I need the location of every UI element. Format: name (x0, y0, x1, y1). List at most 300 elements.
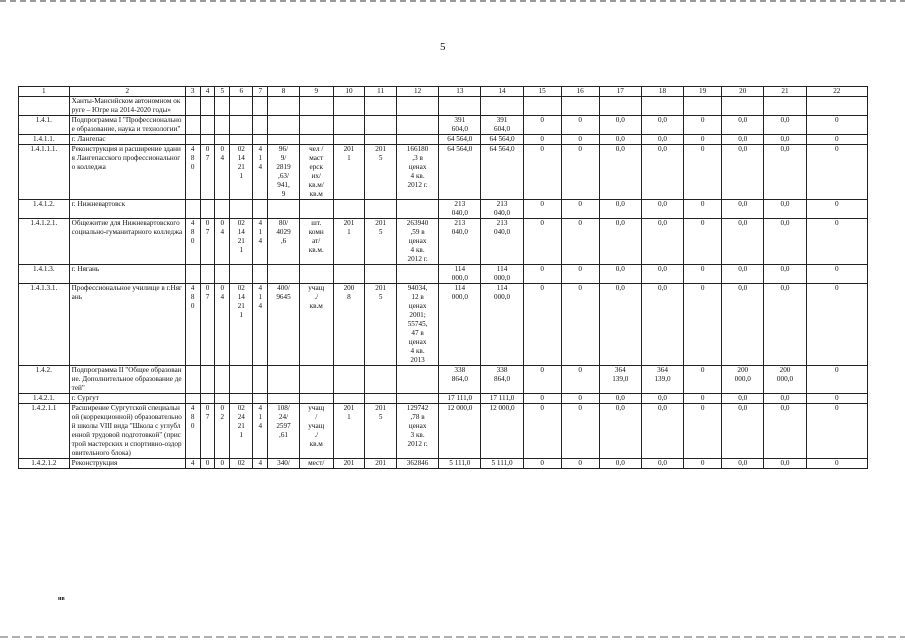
header-cell: 3 (185, 87, 200, 97)
table-cell: 213 040,0 (481, 219, 523, 265)
table-cell (200, 265, 215, 284)
row-name-cell: Расширение Сургутской специальной (коррекционной) образовательной школы VIII вида "Школа с углубленной трудовой подготовкой" (пристрой мастерских и спортивно-оздоровительного блока) (69, 404, 185, 459)
table-cell (230, 265, 253, 284)
table-cell (299, 200, 333, 219)
table-cell: 0,0 (599, 394, 641, 404)
row-name-cell: г. Нижневартовск (69, 200, 185, 219)
header-cell: 19 (684, 87, 722, 97)
table-cell: 0,0 (641, 219, 683, 265)
table-cell: 0,0 (599, 265, 641, 284)
table-cell: 4 1 4 (253, 404, 268, 459)
table-cell (561, 97, 599, 116)
table-cell: 0 (561, 366, 599, 394)
table-cell: 5 111,0 (481, 459, 523, 469)
row-name-cell: Реконструкция и расширение здания Лангепасского профессионального колледжа (69, 145, 185, 200)
table-cell: 12 000,0 (481, 404, 523, 459)
row-number-cell (19, 97, 70, 116)
table-cell: 96/ 9/ 2819 ,63/ 941, 9 (268, 145, 300, 200)
table-cell: 0 (561, 135, 599, 145)
table-cell: 0,0 (722, 394, 764, 404)
table-cell: 0 (806, 145, 867, 200)
table-cell: 0,0 (722, 135, 764, 145)
table-cell: 4 1 4 (253, 219, 268, 265)
table-cell: 0 (806, 404, 867, 459)
table-cell (333, 97, 365, 116)
table-cell: 0,0 (722, 459, 764, 469)
table-cell: 17 111,0 (439, 394, 481, 404)
row-number-cell: 1.4.2. (19, 366, 70, 394)
table-cell: 0,0 (722, 200, 764, 219)
table-cell: учащ ./ кв.м (299, 284, 333, 366)
table-row (19, 366, 868, 394)
table-cell: 0 (806, 284, 867, 366)
table-cell: 200 8 (333, 284, 365, 366)
table-cell (396, 97, 438, 116)
table-cell (523, 97, 561, 116)
table-cell: 0 (684, 404, 722, 459)
table-cell: 0,0 (641, 265, 683, 284)
table-cell: 0 (523, 200, 561, 219)
header-cell: 5 (215, 87, 230, 97)
row-number-cell: 1.4.1.2.1. (19, 219, 70, 265)
table-cell (365, 265, 397, 284)
table-cell: 201 (365, 459, 397, 469)
table-cell (299, 116, 333, 135)
table-cell: 0 (806, 116, 867, 135)
row-name-cell: Реконструкция (69, 459, 185, 469)
table-cell: чел / маст ерск их/ кв.м/ кв.м (299, 145, 333, 200)
table-cell: 02 24 21 1 (230, 404, 253, 459)
table-cell (230, 366, 253, 394)
table-cell: 4 1 4 (253, 284, 268, 366)
table-cell: 12 000,0 (439, 404, 481, 459)
table-cell: 02 (230, 459, 253, 469)
table-cell: 0,0 (641, 135, 683, 145)
table-cell (333, 200, 365, 219)
table-cell (253, 135, 268, 145)
table-cell: 0 (561, 394, 599, 404)
table-cell: 0 (684, 265, 722, 284)
table-cell (599, 97, 641, 116)
row-number-cell: 1.4.1.1. (19, 135, 70, 145)
table-cell (764, 97, 806, 116)
header-cell: 20 (722, 87, 764, 97)
row-number-cell: 1.4.2.1.1 (19, 404, 70, 459)
table-cell (185, 116, 200, 135)
table-cell: 0,0 (641, 284, 683, 366)
table-cell (253, 97, 268, 116)
table-cell (185, 97, 200, 116)
table-cell: 213 040,0 (481, 200, 523, 219)
table-cell: 340/ (268, 459, 300, 469)
table-cell: 4 8 0 (185, 145, 200, 200)
table-body (19, 87, 868, 469)
table-cell: 0 7 (200, 219, 215, 265)
table-cell: 201 1 (333, 219, 365, 265)
table-cell: 338 864,0 (439, 366, 481, 394)
table-cell (333, 116, 365, 135)
table-cell: 0 2 (215, 404, 230, 459)
table-cell (365, 97, 397, 116)
table-cell: 0 7 (200, 404, 215, 459)
row-number-cell: 1.4.1.1.1. (19, 145, 70, 200)
table-cell (365, 135, 397, 145)
table-row (19, 200, 868, 219)
header-cell: 6 (230, 87, 253, 97)
table-cell: 201 5 (365, 145, 397, 200)
header-cell: 16 (561, 87, 599, 97)
row-number-cell: 1.4.2.1.2 (19, 459, 70, 469)
table-cell (268, 265, 300, 284)
header-cell: 1 (19, 87, 70, 97)
table-cell: 0 (561, 219, 599, 265)
table-row (19, 97, 868, 116)
table-cell: 0,0 (641, 200, 683, 219)
table-cell: 201 5 (365, 284, 397, 366)
table-cell: 0 (684, 219, 722, 265)
table-row (19, 145, 868, 200)
header-row (19, 87, 868, 97)
header-cell: 8 (268, 87, 300, 97)
table-cell: 0 (523, 284, 561, 366)
table-cell: 4 8 0 (185, 284, 200, 366)
table-cell: 364 139,0 (599, 366, 641, 394)
table-cell: 02 14 21 1 (230, 284, 253, 366)
table-cell: 201 5 (365, 219, 397, 265)
table-cell: 0,0 (599, 284, 641, 366)
table-cell (230, 394, 253, 404)
table-cell: 0 (561, 459, 599, 469)
table-cell: 0 (215, 459, 230, 469)
table-cell (230, 200, 253, 219)
table-cell: 0 (684, 394, 722, 404)
table-cell: 0 (561, 145, 599, 200)
row-number-cell: 1.4.2.1. (19, 394, 70, 404)
table-cell: 0 (523, 219, 561, 265)
table-cell: 0 (561, 404, 599, 459)
table-cell: 0,0 (764, 116, 806, 135)
table-cell: 0 (806, 200, 867, 219)
table-cell: 0,0 (764, 200, 806, 219)
table-cell: 0,0 (722, 219, 764, 265)
table-cell (299, 97, 333, 116)
table-cell (439, 97, 481, 116)
table-cell: 0,0 (641, 145, 683, 200)
table-cell (253, 116, 268, 135)
table-cell: 0,0 (599, 404, 641, 459)
table-cell (200, 366, 215, 394)
table-cell (215, 97, 230, 116)
row-name-cell: Подпрограмма I "Профессиональное образование, наука и технологии" (69, 116, 185, 135)
table-cell: 0 (523, 404, 561, 459)
table-cell: 364 139,0 (641, 366, 683, 394)
table-cell: 0,0 (764, 135, 806, 145)
table-cell (185, 135, 200, 145)
table-cell: 0,0 (722, 284, 764, 366)
table-cell (333, 135, 365, 145)
table-cell (396, 265, 438, 284)
table-cell: 0 4 (215, 145, 230, 200)
table-cell: 263940 ,59 в ценах 4 кв. 2012 г. (396, 219, 438, 265)
table-cell: 201 1 (333, 145, 365, 200)
table-cell: 0 (523, 459, 561, 469)
table-cell (396, 200, 438, 219)
header-cell: 11 (365, 87, 397, 97)
table-cell: 0 (806, 394, 867, 404)
table-cell: 201 (333, 459, 365, 469)
row-name-cell: г. Лангепас (69, 135, 185, 145)
table-cell (253, 394, 268, 404)
header-cell: 12 (396, 87, 438, 97)
table-cell: 0,0 (764, 394, 806, 404)
row-name-cell: Общежитие для Нижневартовского социально-гуманитарного колледжа (69, 219, 185, 265)
table-cell (481, 97, 523, 116)
header-cell: 17 (599, 87, 641, 97)
row-number-cell: 1.4.1. (19, 116, 70, 135)
table-cell: 0,0 (641, 404, 683, 459)
table-cell: 0,0 (599, 116, 641, 135)
table-cell: 0,0 (599, 135, 641, 145)
header-cell: 13 (439, 87, 481, 97)
table-cell: шт. комн ат/ кв.м. (299, 219, 333, 265)
header-cell: 9 (299, 87, 333, 97)
table-cell: 64 564,0 (439, 135, 481, 145)
table-cell: 4 8 0 (185, 404, 200, 459)
table-cell: 4 8 0 (185, 219, 200, 265)
table-cell: 4 1 4 (253, 145, 268, 200)
table-cell: 0 (806, 219, 867, 265)
row-number-cell: 1.4.1.3. (19, 265, 70, 284)
table-cell (299, 394, 333, 404)
header-cell: 2 (69, 87, 185, 97)
table-cell: 0 (561, 116, 599, 135)
table-cell (268, 97, 300, 116)
table-cell (268, 394, 300, 404)
table-cell: 114 000,0 (481, 284, 523, 366)
table-cell: 0,0 (599, 219, 641, 265)
table-cell: 400/ 9645 (268, 284, 300, 366)
row-name-cell: Подпрограмма II "Общее образование. Дополнительное образование детей" (69, 366, 185, 394)
table-cell: 0 (684, 200, 722, 219)
table-cell: 64 564,0 (481, 135, 523, 145)
table-cell (396, 394, 438, 404)
table-cell: 166180 ,3 в ценах 4 кв. 2012 г. (396, 145, 438, 200)
table-cell (253, 200, 268, 219)
table-cell: 0 (523, 135, 561, 145)
table-cell (365, 366, 397, 394)
table-cell (365, 116, 397, 135)
table-cell: 0,0 (641, 459, 683, 469)
table-cell: 4 (253, 459, 268, 469)
table-cell: 0 (806, 459, 867, 469)
table-cell: 0,0 (764, 145, 806, 200)
table-cell (215, 135, 230, 145)
table-cell (215, 366, 230, 394)
table-cell: 114 000,0 (439, 284, 481, 366)
header-cell: 10 (333, 87, 365, 97)
table-cell (299, 366, 333, 394)
table-cell: 0 (523, 394, 561, 404)
table-cell: 0 (684, 366, 722, 394)
table-cell (215, 394, 230, 404)
table-cell (333, 366, 365, 394)
table-cell: 0,0 (722, 145, 764, 200)
table-cell: 0 (523, 145, 561, 200)
table-cell: 0,0 (764, 404, 806, 459)
table-row (19, 116, 868, 135)
table-cell (365, 394, 397, 404)
table-cell: 0,0 (599, 200, 641, 219)
table-cell (299, 135, 333, 145)
table-cell: 391 604,0 (439, 116, 481, 135)
table-cell: 0 (523, 366, 561, 394)
table-cell (185, 200, 200, 219)
table-cell: 213 040,0 (439, 200, 481, 219)
table-cell: 0,0 (599, 145, 641, 200)
table-cell: 17 111,0 (481, 394, 523, 404)
table-cell (200, 394, 215, 404)
table-cell (215, 200, 230, 219)
table-cell (722, 97, 764, 116)
table-cell (230, 116, 253, 135)
table-cell: 80/ 4029 ,6 (268, 219, 300, 265)
table-cell: 201 5 (365, 404, 397, 459)
table-cell (268, 200, 300, 219)
table-cell: 0 4 (215, 219, 230, 265)
header-cell: 21 (764, 87, 806, 97)
table-cell (253, 265, 268, 284)
table-cell (333, 394, 365, 404)
row-name-cell: г. Нягань (69, 265, 185, 284)
header-cell: 4 (200, 87, 215, 97)
table-cell: 0 7 (200, 284, 215, 366)
table-cell: 114 000,0 (439, 265, 481, 284)
table-cell (684, 97, 722, 116)
table-cell: 0 (684, 116, 722, 135)
table-cell: 213 040,0 (439, 219, 481, 265)
table-cell: 02 14 21 1 (230, 145, 253, 200)
table-row (19, 284, 868, 366)
table-cell: 0 (561, 265, 599, 284)
table-cell (185, 366, 200, 394)
row-number-cell: 1.4.1.2. (19, 200, 70, 219)
table-cell: 4 (185, 459, 200, 469)
table-cell: 129742 ,78 в ценах 3 кв. 2012 г. (396, 404, 438, 459)
table-cell: 0 (561, 200, 599, 219)
table-cell (333, 265, 365, 284)
table-cell: 0 (806, 265, 867, 284)
row-name-cell: г. Сургут (69, 394, 185, 404)
investment-table (18, 86, 868, 469)
table-cell: 0,0 (764, 459, 806, 469)
table-cell: 114 000,0 (481, 265, 523, 284)
table-cell (200, 200, 215, 219)
table-cell: 0 (684, 284, 722, 366)
table-cell (806, 97, 867, 116)
table-row (19, 459, 868, 469)
table-cell (641, 97, 683, 116)
table-cell: 200 000,0 (722, 366, 764, 394)
table-cell: 0,0 (764, 284, 806, 366)
table-cell: 0,0 (599, 459, 641, 469)
table-cell (268, 366, 300, 394)
row-name-cell: Профессиональное училище в г.Нягань (69, 284, 185, 366)
header-cell: 22 (806, 87, 867, 97)
table-cell (215, 265, 230, 284)
page-number: 5 (440, 41, 446, 53)
table-cell: 0 (523, 116, 561, 135)
table-cell: 0,0 (641, 116, 683, 135)
table-cell (268, 116, 300, 135)
table-cell: 0 7 (200, 145, 215, 200)
table-row (19, 135, 868, 145)
table-row (19, 404, 868, 459)
table-cell: 0 (523, 265, 561, 284)
table-cell: учащ / учащ ./ кв.м (299, 404, 333, 459)
table-cell: 0,0 (722, 116, 764, 135)
table-cell: мест/ (299, 459, 333, 469)
table-cell: 02 14 21 1 (230, 219, 253, 265)
table-cell: 200 000,0 (764, 366, 806, 394)
header-cell: 18 (641, 87, 683, 97)
table-cell (396, 366, 438, 394)
table-row (19, 219, 868, 265)
table-cell: 0 4 (215, 284, 230, 366)
table-row (19, 265, 868, 284)
row-number-cell: 1.4.1.3.1. (19, 284, 70, 366)
table-cell (185, 265, 200, 284)
table-cell: 0 (684, 135, 722, 145)
table-cell: 64 564,0 (481, 145, 523, 200)
scan-edge-bottom (0, 636, 905, 638)
scan-edge-top (0, 0, 905, 2)
table-cell: 0,0 (722, 265, 764, 284)
table-cell: 0,0 (641, 394, 683, 404)
table-row (19, 394, 868, 404)
table-cell (230, 97, 253, 116)
table-cell: 201 1 (333, 404, 365, 459)
table-cell (299, 265, 333, 284)
table-cell (253, 366, 268, 394)
table-cell: 338 864,0 (481, 366, 523, 394)
footer-mark: нв (58, 596, 65, 602)
header-cell: 15 (523, 87, 561, 97)
table-cell: 64 564,0 (439, 145, 481, 200)
table-cell (200, 116, 215, 135)
table-cell: 0,0 (764, 219, 806, 265)
table-cell: 0 (561, 284, 599, 366)
table-cell (200, 135, 215, 145)
table-cell: 0 (200, 459, 215, 469)
table-cell (268, 135, 300, 145)
table-cell: 0,0 (764, 265, 806, 284)
table-cell (200, 97, 215, 116)
table-cell (396, 116, 438, 135)
table-cell: 391 604,0 (481, 116, 523, 135)
table-cell: 0,0 (722, 404, 764, 459)
table-cell (365, 200, 397, 219)
table-cell (396, 135, 438, 145)
table-cell: 5 111,0 (439, 459, 481, 469)
table-cell: 0 (806, 135, 867, 145)
table-cell: 0 (684, 459, 722, 469)
table-cell (215, 116, 230, 135)
table-cell: 94034, 12 в ценах 2001; 55745, 47 в ценах 4 кв. 2013 (396, 284, 438, 366)
table-cell: 108/ 24/ 2597 ,61 (268, 404, 300, 459)
header-cell: 7 (253, 87, 268, 97)
table-cell (230, 135, 253, 145)
header-cell: 14 (481, 87, 523, 97)
